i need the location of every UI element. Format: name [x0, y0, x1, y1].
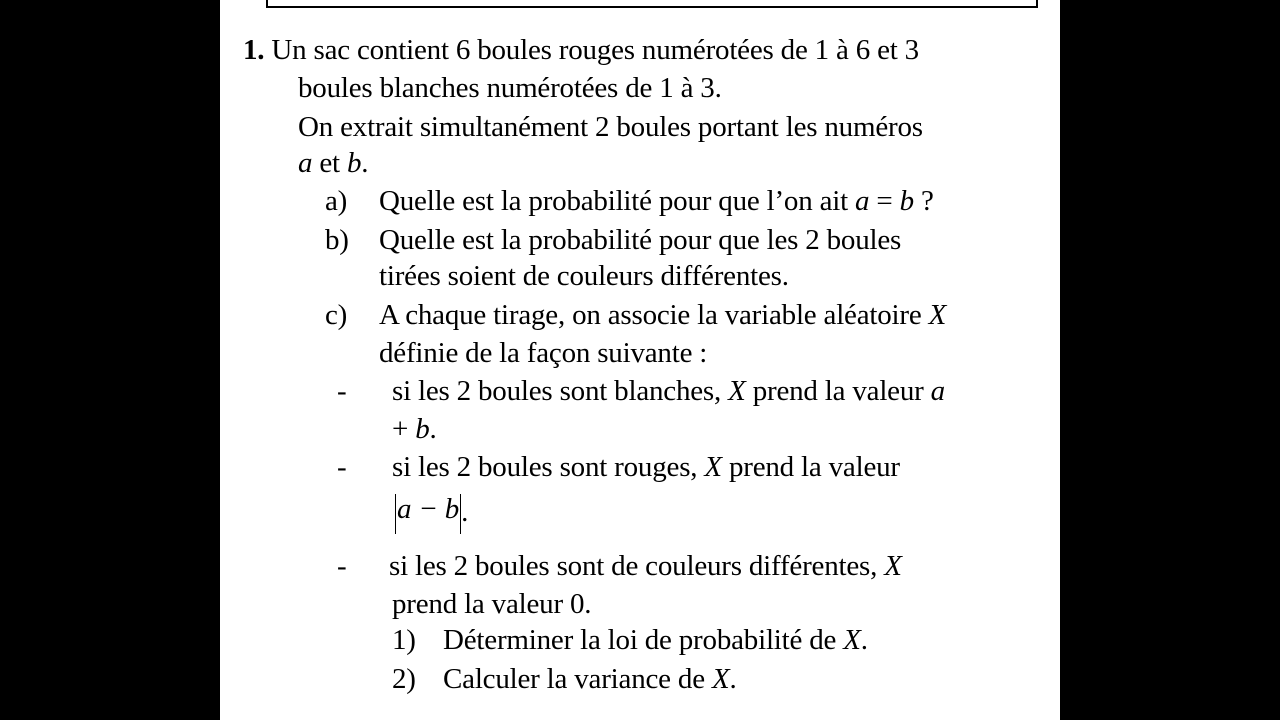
question-a-text: Quelle est la probabilité pour que l’on ait a = b ? — [379, 185, 934, 217]
task-1-text: Déterminer la loi de probabilité de X. — [443, 624, 868, 656]
question-c-line-1: A chaque tirage, on associe la variable aléatoire X — [379, 299, 947, 331]
question-b-label: b) — [325, 224, 349, 256]
question-c-line-2: définie de la façon suivante : — [379, 337, 708, 369]
case-2-bullet: - — [337, 451, 347, 483]
case-3-line-1: si les 2 boules sont de couleurs différentes, X — [389, 550, 902, 582]
question-c-label: c) — [325, 299, 348, 331]
intro-line-3: On extrait simultanément 2 boules portant les numéros — [298, 111, 923, 143]
question-b-line-2: tirées soient de couleurs différentes. — [379, 260, 789, 292]
task-2-text: Calculer la variance de X. — [443, 663, 737, 695]
case-1-line-2: + b. — [392, 413, 437, 445]
intro-line-4: a et b. — [298, 147, 369, 179]
case-3-line-2: prend la valeur 0. — [392, 588, 592, 620]
task-1-label: 1) — [392, 624, 416, 656]
question-b-line-1: Quelle est la probabilité pour que les 2 boules — [379, 224, 902, 256]
intro-line-2: boules blanches numérotées de 1 à 3. — [298, 72, 722, 104]
case-2-line-1: si les 2 boules sont rouges, X prend la valeur — [392, 451, 900, 483]
absolute-value-expression: a − b — [395, 494, 461, 534]
intro-line-1: 1. Un sac contient 6 boules rouges numérotées de 1 à 6 et 3 — [243, 34, 919, 66]
exercise-number: 1. — [243, 34, 265, 66]
task-2-label: 2) — [392, 663, 416, 695]
case-3-bullet: - — [337, 550, 347, 582]
case-2-line-2: a − b. — [395, 494, 468, 534]
previous-frame-box — [266, 0, 1038, 8]
case-1-line-1: si les 2 boules sont blanches, X prend la valeur a — [392, 375, 945, 407]
case-1-bullet: - — [337, 375, 347, 407]
question-a-label: a) — [325, 185, 348, 217]
document-page — [220, 0, 1060, 720]
